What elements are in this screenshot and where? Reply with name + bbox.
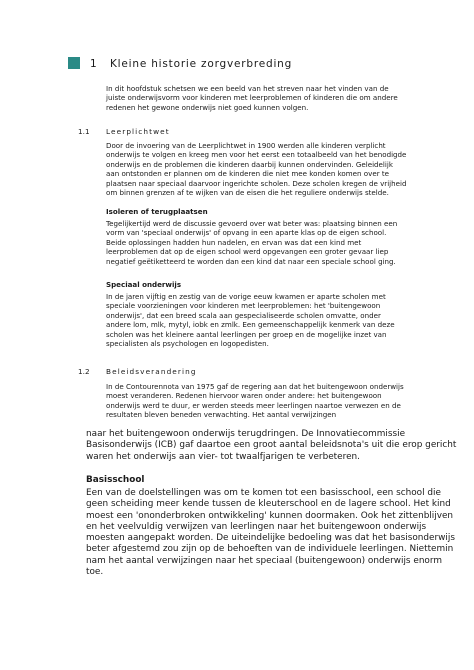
paragraph-line: nam het aantal verwijzingen naar het speciaal (buitengewoon) onderwijs enorm <box>86 555 443 566</box>
paragraph-line: Basisonderwijs (ICB) gaf daartoe een groot aantal beleidsnota's uit die erop gericht <box>86 440 457 451</box>
paragraph-line: andere lom, mlk, mytyl, iobk en zmlk. Een gemeenschappelijk kenmerk van deze <box>106 320 395 330</box>
section-number: 1.2 <box>78 367 90 376</box>
paragraph-line: specialisten als psychologen en logopedisten. <box>106 339 269 349</box>
section-title: Leerplichtwet <box>106 127 170 136</box>
section-paragraph <box>106 382 428 420</box>
paragraph-line: naar het buitengewoon onderwijs terugdringen. De Innovatiecommissie <box>86 429 406 439</box>
paragraph-line: en het veelvuldig verwijzen van leerlingen naar het buitengewoon onderwijs <box>86 521 427 532</box>
section-number: 1.1 <box>78 127 90 136</box>
paragraph-line: onderwijs en de problemen die kinderen daarbij kunnen ondervinden. Geleidelijk <box>106 159 393 169</box>
paragraph-line: plaatsen naar speciaal daarvoor ingerichte scholen. Deze scholen kregen de vrijheid <box>106 178 407 188</box>
paragraph-line: In de jaren vijftig en zestig van de vorige eeuw kwamen er aparte scholen met <box>106 292 386 301</box>
paragraph-line: moest een 'ononderbroken ontwikkeling' kunnen doormaken. Ook het zittenblijven <box>86 510 454 521</box>
paragraph-line: onderwijs te volgen en kreeg men voor het eerst een totaalbeeld van het benodigde <box>106 150 407 160</box>
paragraph-line: resultaten bleven beneden verwachting. Het aantal verwijzingen <box>106 410 337 420</box>
basisschool-paragraph <box>86 488 455 578</box>
paragraph-line: Beide oplossingen hadden hun nadelen, en ervan was dat een kind met <box>106 237 362 247</box>
section-title: Beleidsverandering <box>106 367 197 376</box>
paragraph-line: scholen was het kleinere aantal leerlingen per groep en de mogelijke inzet van <box>106 329 387 339</box>
chapter-title: Kleine historie zorgverbreding <box>110 58 293 70</box>
paragraph-line: Door de invoering van de Leerplichtwet in 1900 werden alle kinderen verplicht <box>106 141 386 150</box>
paragraph-line: toe. <box>86 567 104 578</box>
paragraph-line: moesten aangepakt worden. De uiteindelijke bedoeling was dat het basisonderwijs <box>86 533 455 544</box>
paragraph-line: negatief geëtiketteerd te worden dan een kind dat naar een speciale school ging. <box>106 256 396 266</box>
paragraph-line: waren het onderwijs aan vier- tot twaalfjarigen te verbeteren. <box>86 451 360 462</box>
paragraph-line: onderwijs werd te duur, er werden steeds meer leerlingen naartoe verwezen en de <box>106 400 401 410</box>
paragraph-line: leerproblemen dat op de eigen school werd opgevangen een groter gevaar liep <box>106 247 389 257</box>
paragraph-line: vorm van 'speciaal onderwijs' of opvang in een aparte klas op de eigen school. <box>106 228 387 238</box>
intro-line: redenen het gewone onderwijs niet goed kunnen volgen. <box>106 102 309 112</box>
subsection-heading: Speciaal onderwijs <box>106 280 182 289</box>
paragraph-line: om binnen grenzen af te wijken van de eisen die het reguliere onderwijs stelde. <box>106 188 389 198</box>
paragraph-line: Tegelijkertijd werd de discussie gevoerd over wat beter was: plaatsing binnen een <box>106 219 398 228</box>
chapter-marker <box>68 57 80 69</box>
paragraph-line: beter afgestemd zou zijn op de behoeften van de individuele leerlingen. Niettemin <box>86 544 454 555</box>
paragraph-line: speciale voorzieningen voor kinderen met leerproblemen: het 'buitengewoon <box>106 301 381 311</box>
paragraph-line: Een van de doelstellingen was om te komen tot een basisschool, een school die <box>86 488 441 498</box>
paragraph-line: moest veranderen. Redenen hiervoor waren onder andere: het buitengewoon <box>106 391 382 401</box>
intro-line: juiste onderwijsvorm voor kinderen met leerproblemen of kinderen die om andere <box>106 93 398 103</box>
intro-paragraph <box>106 84 428 112</box>
paragraph-line: onderwijs', dat een breed scala aan gespecialiseerde scholen omvatte, onder <box>106 310 381 320</box>
subsection-heading: Isoleren of terugplaatsen <box>106 207 208 216</box>
paragraph-line: aan ontstonden er plannen om de kinderen die niet mee konden komen over te <box>106 169 390 179</box>
continuation-paragraph <box>86 429 457 463</box>
basisschool-heading: Basisschool <box>86 475 145 485</box>
subsection-paragraph <box>106 292 428 349</box>
intro-line: In dit hoofdstuk schetsen we een beeld van het streven naar het vinden van de <box>106 84 389 93</box>
subsection-paragraph <box>106 219 428 266</box>
section-paragraph <box>106 141 428 198</box>
paragraph-line: In de Contourennota van 1975 gaf de regering aan dat het buitengewoon onderwijs <box>106 382 404 391</box>
paragraph-line: geen scheiding meer kende tussen de kleuterschool en de lagere school. Het kind <box>86 499 451 510</box>
chapter-number: 1 <box>90 58 98 70</box>
